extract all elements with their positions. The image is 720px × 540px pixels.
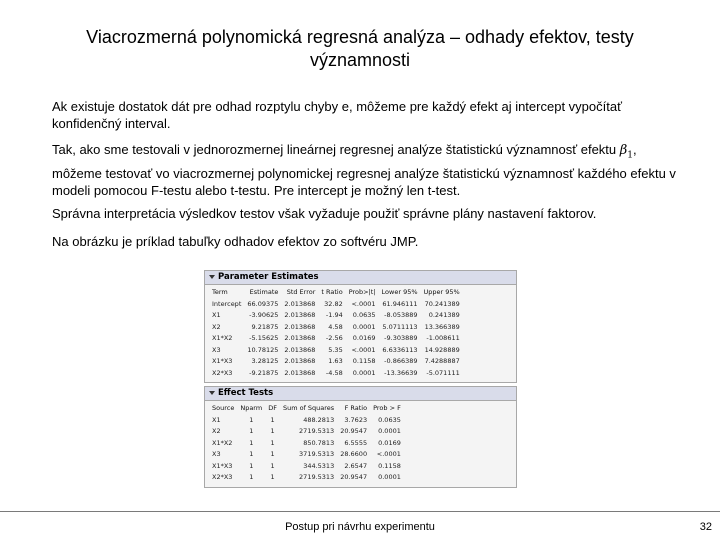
footer-divider bbox=[0, 511, 720, 512]
table-cell: -13.36639 bbox=[384, 368, 418, 377]
jmp-output bbox=[204, 270, 517, 491]
table-cell: 2.6547 bbox=[344, 461, 368, 470]
table-cell: 13.366389 bbox=[424, 322, 460, 331]
table-row bbox=[209, 333, 463, 345]
disclosure-triangle-icon[interactable] bbox=[209, 391, 215, 395]
table-cell: 0.241389 bbox=[428, 311, 460, 319]
paragraph-interpretation: Správna interpretácia výsledkov testov však vyžaduje použiť správne plány nastavení faktorov. bbox=[52, 206, 597, 221]
column-header[interactable]: Source bbox=[212, 404, 235, 412]
table-row bbox=[209, 426, 404, 438]
table-cell: X2*X3 bbox=[212, 473, 233, 481]
table-cell: -4.58 bbox=[325, 368, 343, 377]
table-cell: 6.6336113 bbox=[382, 345, 418, 354]
table-cell: 70.241389 bbox=[424, 299, 460, 308]
table-row bbox=[209, 472, 404, 484]
table-cell: <.0001 bbox=[351, 345, 376, 354]
table-cell: X1*X2 bbox=[212, 334, 233, 342]
table-row bbox=[209, 449, 404, 461]
table-cell: 344.5313 bbox=[303, 461, 335, 470]
table-cell: 14.928889 bbox=[424, 345, 460, 354]
table-cell: 20.9547 bbox=[340, 427, 368, 435]
table-cell: X3 bbox=[212, 345, 221, 354]
table-cell: X1*X3 bbox=[212, 357, 233, 365]
paragraph2-end: , môžeme testovať vo viacrozmernej polynomickej regresnej analýze štatistickú významnosť každého efektu v modeli pomocou F-testu alebo t-testu. Pre intercept je možný len t-test. bbox=[52, 142, 676, 198]
column-header[interactable]: Estimate bbox=[249, 288, 279, 296]
table-cell: 28.6600 bbox=[340, 450, 368, 458]
table-cell: <.0001 bbox=[376, 450, 401, 458]
table-cell: 4.58 bbox=[328, 322, 343, 331]
table-cell: 850.7813 bbox=[303, 438, 335, 447]
table-row bbox=[209, 438, 404, 450]
table-cell: 5.0711113 bbox=[382, 322, 418, 331]
table-cell: 1.63 bbox=[328, 357, 343, 365]
table-cell: 1 bbox=[270, 473, 275, 481]
table-cell: 488.2813 bbox=[303, 415, 335, 424]
table-cell: 2.013868 bbox=[284, 345, 316, 354]
table-cell: 0.0169 bbox=[378, 438, 401, 447]
table-cell: X3 bbox=[212, 450, 221, 458]
slide-title: Viacrozmerná polynomická regresná analýza – odhady efektov, testy významnosti bbox=[86, 27, 634, 70]
table-cell: -0.866389 bbox=[384, 357, 418, 365]
table-cell: 3.7623 bbox=[344, 415, 368, 424]
page-number: 32 bbox=[699, 521, 712, 533]
table-cell: <.0001 bbox=[351, 299, 376, 308]
effect-tests-title: Effect Tests bbox=[218, 388, 274, 398]
parameter-estimates-header[interactable] bbox=[205, 271, 516, 285]
effect-tests-header[interactable] bbox=[205, 387, 516, 401]
table-cell: 0.0001 bbox=[378, 473, 401, 481]
table-cell: 6.5555 bbox=[344, 438, 368, 447]
table-row bbox=[209, 415, 404, 427]
column-header[interactable]: DF bbox=[268, 404, 277, 412]
table-cell: -3.90625 bbox=[249, 311, 279, 319]
table-cell: X1 bbox=[212, 311, 221, 319]
table-row bbox=[209, 356, 463, 368]
effect-tests-panel bbox=[204, 386, 517, 488]
paragraph2-start: Tak, ako sme testovali v jednorozmernej lineárnej regresnej analýze štatistickú významnosť efektu bbox=[52, 142, 617, 157]
column-header[interactable]: Upper 95% bbox=[423, 288, 460, 296]
table-cell: X1*X3 bbox=[212, 461, 233, 470]
column-header[interactable]: Sum of Squares bbox=[282, 404, 335, 412]
table-cell: 1 bbox=[249, 438, 254, 447]
table-cell: 0.0169 bbox=[352, 334, 376, 342]
table-cell: Intercept bbox=[212, 299, 242, 308]
column-header[interactable]: Prob > F bbox=[373, 404, 401, 412]
table-cell: X2 bbox=[212, 427, 221, 435]
table-cell: 1 bbox=[270, 461, 275, 470]
table-cell: 9.21875 bbox=[251, 322, 279, 331]
table-cell: 0.1158 bbox=[352, 357, 376, 365]
table-cell: 0.0635 bbox=[378, 415, 401, 424]
column-header[interactable]: Std Error bbox=[286, 288, 316, 296]
table-row bbox=[209, 345, 463, 357]
paragraph-confidence-interval: Ak existuje dostatok dát pre odhad rozptylu chyby e, môžeme pre každý efekt aj intercept vypočítať konfidenčný interval. bbox=[52, 99, 622, 131]
table-cell: 0.0635 bbox=[352, 311, 376, 319]
parameter-estimates-panel bbox=[204, 270, 517, 383]
table-cell: 1 bbox=[249, 461, 254, 470]
table-cell: 3.28125 bbox=[251, 357, 279, 365]
table-cell: 66.09375 bbox=[247, 299, 279, 308]
table-cell: -2.56 bbox=[325, 334, 343, 342]
table-cell: 20.9547 bbox=[340, 473, 368, 481]
table-cell: 0.0001 bbox=[352, 368, 376, 377]
table-cell: 2.013868 bbox=[284, 334, 316, 342]
table-cell: 2.013868 bbox=[284, 357, 316, 365]
column-header[interactable]: Lower 95% bbox=[381, 288, 418, 296]
table-cell: 1 bbox=[270, 450, 275, 458]
table-cell: X1*X2 bbox=[212, 438, 233, 447]
table-row bbox=[209, 299, 463, 311]
table-cell: 1 bbox=[270, 427, 275, 435]
footer-course-title: Postup pri návrhu experimentu bbox=[285, 521, 435, 533]
table-cell: 1 bbox=[270, 415, 275, 424]
table-cell: -9.21875 bbox=[249, 368, 279, 377]
table-row bbox=[209, 310, 463, 322]
beta-symbol: $\beta_1$ bbox=[619, 143, 634, 161]
table-cell: 0.0001 bbox=[352, 322, 376, 331]
table-cell: 7.4288887 bbox=[424, 357, 460, 365]
table-cell: X2 bbox=[212, 322, 221, 331]
table-row bbox=[209, 461, 404, 473]
table-cell: 0.0001 bbox=[378, 427, 401, 435]
table-cell: 5.35 bbox=[328, 345, 343, 354]
table-cell: -1.008611 bbox=[426, 334, 460, 342]
table-cell: -8.053889 bbox=[384, 311, 418, 319]
table-cell: X1 bbox=[212, 415, 221, 424]
column-header[interactable]: Term bbox=[212, 288, 228, 296]
effect-tests-table bbox=[209, 403, 404, 484]
table-row bbox=[209, 322, 463, 334]
table-cell: 2.013868 bbox=[284, 322, 316, 331]
parameter-estimates-title: Parameter Estimates bbox=[218, 272, 319, 282]
table-cell: 1 bbox=[249, 473, 254, 481]
parameter-estimates-table bbox=[209, 287, 463, 379]
table-cell: 1 bbox=[249, 450, 254, 458]
table-cell: 61.946111 bbox=[382, 299, 418, 308]
table-cell: 1 bbox=[249, 427, 254, 435]
table-cell: -9.303889 bbox=[384, 334, 418, 342]
table-cell: X2*X3 bbox=[212, 368, 233, 377]
table-cell: 10.78125 bbox=[247, 345, 279, 354]
table-cell: 32.82 bbox=[324, 299, 343, 308]
column-header[interactable]: F Ratio bbox=[344, 404, 368, 412]
table-cell: 2719.5313 bbox=[299, 427, 335, 435]
table-cell: 2.013868 bbox=[284, 311, 316, 319]
column-header[interactable]: t Ratio bbox=[321, 288, 343, 296]
table-cell: 0.1158 bbox=[378, 461, 401, 470]
table-cell: 1 bbox=[270, 438, 275, 447]
table-row bbox=[209, 368, 463, 380]
table-cell: -5.071111 bbox=[426, 368, 460, 377]
table-cell: 2.013868 bbox=[284, 299, 316, 308]
paragraph-jmp-example: Na obrázku je príklad tabuľky odhadov efektov zo softvéru JMP. bbox=[52, 234, 419, 249]
table-cell: 2.013868 bbox=[284, 368, 316, 377]
table-cell: -1.94 bbox=[325, 311, 343, 319]
column-header[interactable]: Nparm bbox=[240, 404, 263, 412]
table-cell: 2719.5313 bbox=[299, 473, 335, 481]
table-cell: 1 bbox=[249, 415, 254, 424]
disclosure-triangle-icon[interactable] bbox=[209, 275, 215, 279]
table-cell: -5.15625 bbox=[249, 334, 279, 342]
table-cell: 3719.5313 bbox=[299, 450, 335, 458]
column-header[interactable]: Prob>|t| bbox=[348, 288, 376, 296]
paragraph-significance-tests bbox=[52, 141, 682, 199]
